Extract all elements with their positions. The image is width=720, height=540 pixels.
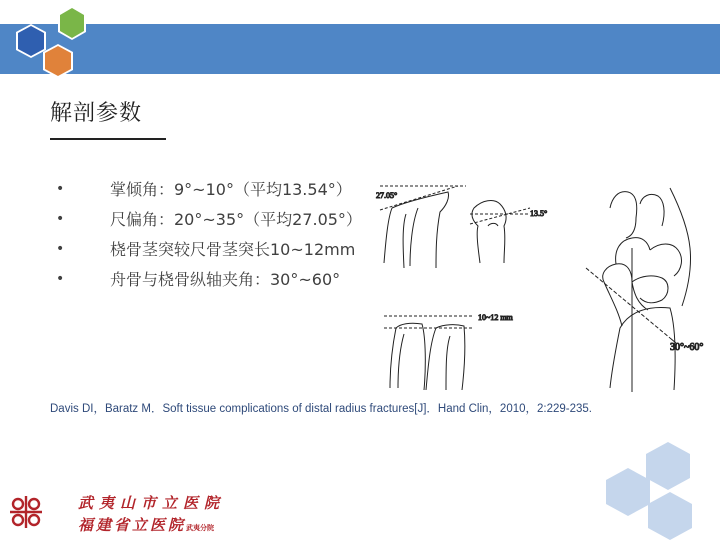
volar-tilt-diagram (470, 201, 547, 263)
list-item (52, 206, 382, 233)
list-item-text: 掌倾角：9°~10°（平均13.54°） (110, 180, 352, 199)
hospital-branch-label: 武夷分院 (186, 523, 215, 532)
scaphoid-angle-label: 30°~60° (670, 342, 704, 353)
hex-light (646, 442, 690, 490)
list-item (52, 236, 382, 263)
bullet-dot: • (56, 271, 65, 287)
bullet-dot: • (56, 241, 65, 257)
carpal-scaphoid-diagram (586, 188, 703, 392)
list-item-text: 尺偏角：20°~35°（平均27.05°） (110, 210, 362, 229)
title-underline (50, 138, 166, 140)
hex-light (648, 492, 692, 540)
hospital-name-secondary-main: 福建省立医院 (78, 516, 187, 534)
hex-light (606, 468, 650, 516)
radial-inclination-label: 27.05° (376, 191, 398, 200)
page-title: 解剖参数 (50, 101, 143, 126)
bullet-dot: • (56, 181, 65, 197)
volar-tilt-label: 13.5° (530, 209, 548, 218)
hospital-name-secondary (78, 514, 214, 535)
hospital-emblem-icon (8, 494, 44, 530)
bullet-dot: • (56, 211, 65, 227)
parameter-list (52, 176, 382, 296)
length-difference-label: 10~12 mm (478, 313, 513, 322)
radial-inclination-diagram (376, 186, 466, 268)
hospital-name-primary: 武夷山市立医院 (78, 494, 226, 512)
list-item-text: 桡骨茎突较尺骨茎突长10~12mm (110, 240, 356, 259)
list-item (52, 266, 382, 293)
list-item-text: 舟骨与桡骨纵轴夹角：30°~60° (110, 270, 341, 289)
radial-length-diagram (384, 313, 514, 390)
decorative-hexagons (598, 438, 720, 540)
list-item (52, 176, 382, 203)
citation-text: Davis DI，Baratz M．Soft tissue complications of distal radius fractures[J]．Hand Clin，2010，2:229-235. (50, 403, 593, 415)
hexagon-cluster-logo (0, 0, 120, 100)
wrist-anatomy-figure (370, 178, 720, 398)
